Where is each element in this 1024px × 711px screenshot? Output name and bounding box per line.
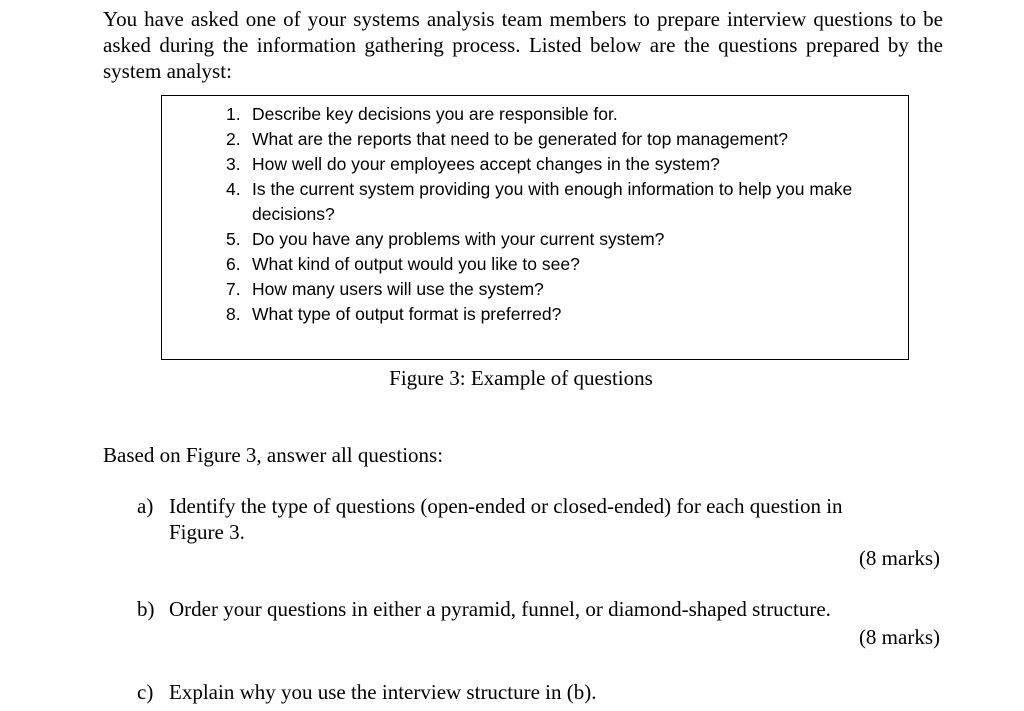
question-text: What are the reports that need to be generated for top management? (252, 129, 789, 149)
list-item (226, 177, 872, 227)
question-c-label: c) (137, 680, 154, 704)
question-number: 4. (226, 179, 241, 199)
question-text: Describe key decisions you are responsible for. (252, 104, 618, 124)
question-text: Do you have any problems with your current system? (252, 229, 665, 249)
question-b (137, 596, 940, 622)
question-b-text: Order your questions in either a pyramid, funnel, or diamond-shaped structure. (169, 597, 831, 621)
question-number: 2. (226, 129, 241, 149)
instruction-prompt: Based on Figure 3, answer all questions: (103, 443, 444, 467)
question-number: 3. (226, 154, 241, 174)
question-a-marks: (8 marks) (858, 546, 940, 570)
question-number: 1. (226, 104, 241, 124)
question-c-text: Explain why you use the interview structure in (b). (169, 680, 597, 704)
questions-figure-box (161, 95, 909, 360)
question-text: How well do your employees accept changes in the system? (252, 154, 720, 174)
list-item (226, 102, 872, 127)
figure-caption: Figure 3: Example of questions (389, 366, 653, 390)
question-number: 6. (226, 254, 241, 274)
question-a-label: a) (137, 494, 154, 518)
list-item (226, 227, 872, 252)
list-item (226, 277, 872, 302)
list-item (226, 252, 872, 277)
question-text: What type of output format is preferred? (252, 304, 562, 324)
question-a-text: Identify the type of questions (open-ended or closed-ended) for each question in Figure 3. (169, 494, 843, 544)
list-item (226, 152, 872, 177)
list-item (226, 302, 872, 327)
question-b-marks: (8 marks) (858, 625, 940, 649)
question-number: 8. (226, 304, 241, 324)
intro-paragraph: You have asked one of your systems analysis team members to prepare interview questions to be asked during the information gathering process. Listed below are the questions prepared by the system analyst: (103, 7, 943, 83)
question-b-label: b) (137, 597, 155, 621)
question-text: How many users will use the system? (252, 279, 544, 299)
question-list (226, 102, 872, 327)
question-text: What kind of output would you like to see? (252, 254, 580, 274)
question-number: 7. (226, 279, 241, 299)
question-text: Is the current system providing you with enough information to help you make decisions? (252, 179, 853, 224)
question-number: 5. (226, 229, 241, 249)
question-a (137, 493, 940, 545)
list-item (226, 127, 872, 152)
question-c (137, 679, 940, 705)
